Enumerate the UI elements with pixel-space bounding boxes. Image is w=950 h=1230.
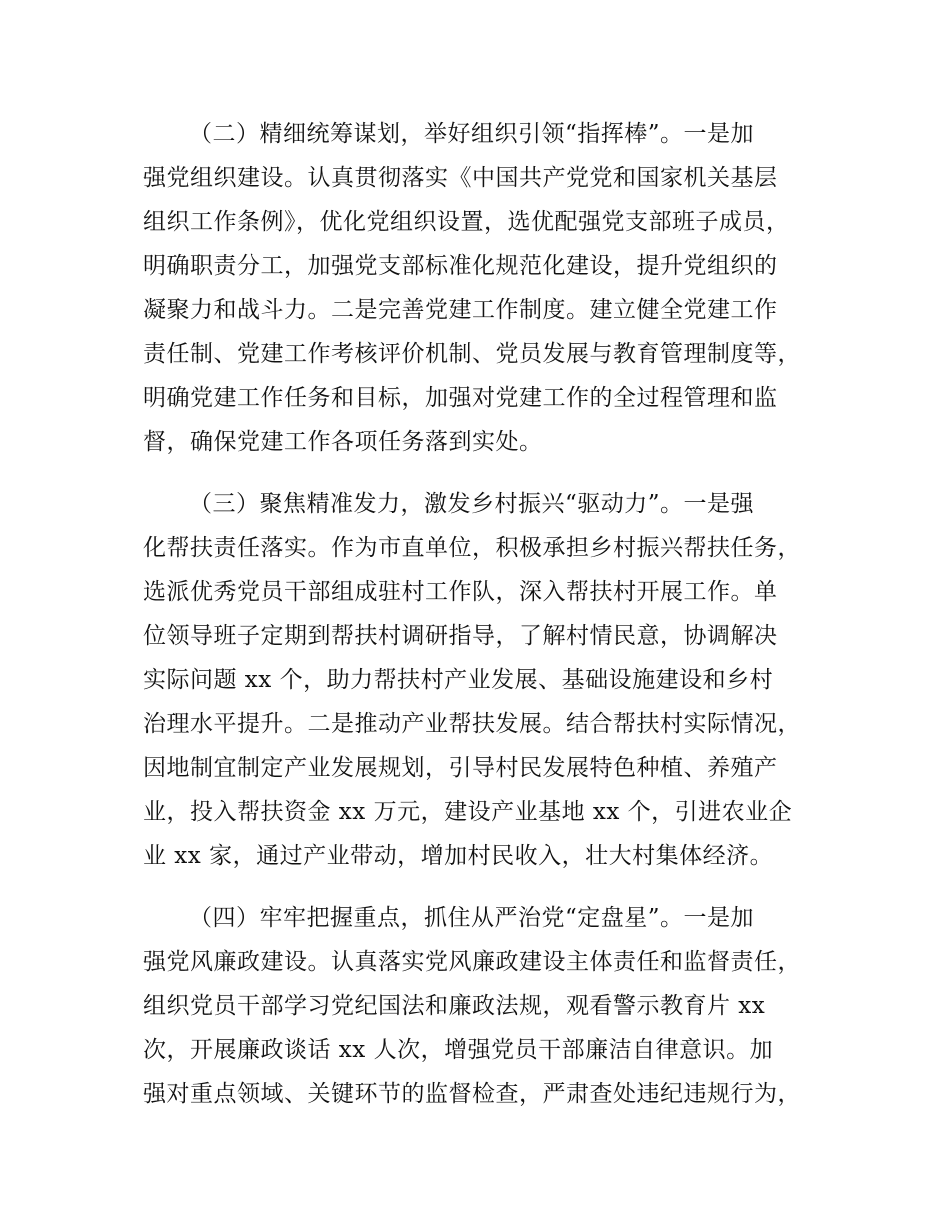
paragraph-line: 明确职责分工，加强党支部标准化规范化建设，提升党组织的 xyxy=(143,253,778,279)
paragraph-line: 强党组织建设。认真贯彻落实《中国共产党党和国家机关基层 xyxy=(143,165,778,191)
paragraph-line: 化帮扶责任落实。作为市直单位，积极承担乡村振兴帮扶任务， xyxy=(143,535,801,561)
paragraph-line: 业，投入帮扶资金 xx 万元，建设产业基地 xx 个，引进农业企 xyxy=(143,799,793,825)
paragraph-line: 组织工作条例》，优化党组织设置，选优配强党支部班子成员， xyxy=(143,209,790,235)
paragraph-line: 责任制、党建工作考核评价机制、党员发展与教育管理制度等， xyxy=(143,341,801,367)
paragraph-line: 次，开展廉政谈话 xx 人次，增强党员干部廉洁自律意识。加 xyxy=(143,1037,774,1063)
paragraph-2 xyxy=(143,112,828,464)
paragraph-line: 因地制宜制定产业发展规划，引导村民发展特色种植、养殖产 xyxy=(143,755,778,781)
paragraph-line: 明确党建工作任务和目标，加强对党建工作的全过程管理和监 xyxy=(143,385,778,411)
paragraph-line: 位领导班子定期到帮扶村调研指导，了解村情民意，协调解决 xyxy=(143,623,778,649)
paragraph-line: （二）精细统筹谋划，举好组织引领“指挥棒”。一是加 xyxy=(189,121,755,147)
paragraph-line: 凝聚力和战斗力。二是完善党建工作制度。建立健全党建工作 xyxy=(143,297,778,323)
paragraph-line: 治理水平提升。二是推动产业帮扶发展。结合帮扶村实际情况， xyxy=(143,711,801,737)
paragraph-line: 强对重点领域、关键环节的监督检查，严肃查处违纪违规行为， xyxy=(143,1081,801,1107)
paragraph-line: 督，确保党建工作各项任务落到实处。 xyxy=(143,429,543,455)
paragraph-4 xyxy=(143,896,828,1116)
paragraph-line: 强党风廉政建设。认真落实党风廉政建设主体责任和监督责任， xyxy=(143,949,801,975)
paragraph-3 xyxy=(143,482,828,878)
paragraph-line: 业 xx 家，通过产业带动，增加村民收入，壮大村集体经济。 xyxy=(143,843,774,869)
paragraph-line: 选派优秀党员干部组成驻村工作队，深入帮扶村开展工作。单 xyxy=(143,579,778,605)
paragraph-line: 组织党员干部学习党纪国法和廉政法规，观看警示教育片 xx xyxy=(143,993,766,1019)
document-body xyxy=(143,112,828,1134)
paragraph-line: 实际问题 xx 个，助力帮扶村产业发展、基础设施建设和乡村 xyxy=(143,667,774,693)
paragraph-line: （四）牢牢把握重点，抓住从严治党“定盘星”。一是加 xyxy=(189,905,755,931)
paragraph-line: （三）聚焦精准发力，激发乡村振兴“驱动力”。一是强 xyxy=(189,491,755,517)
